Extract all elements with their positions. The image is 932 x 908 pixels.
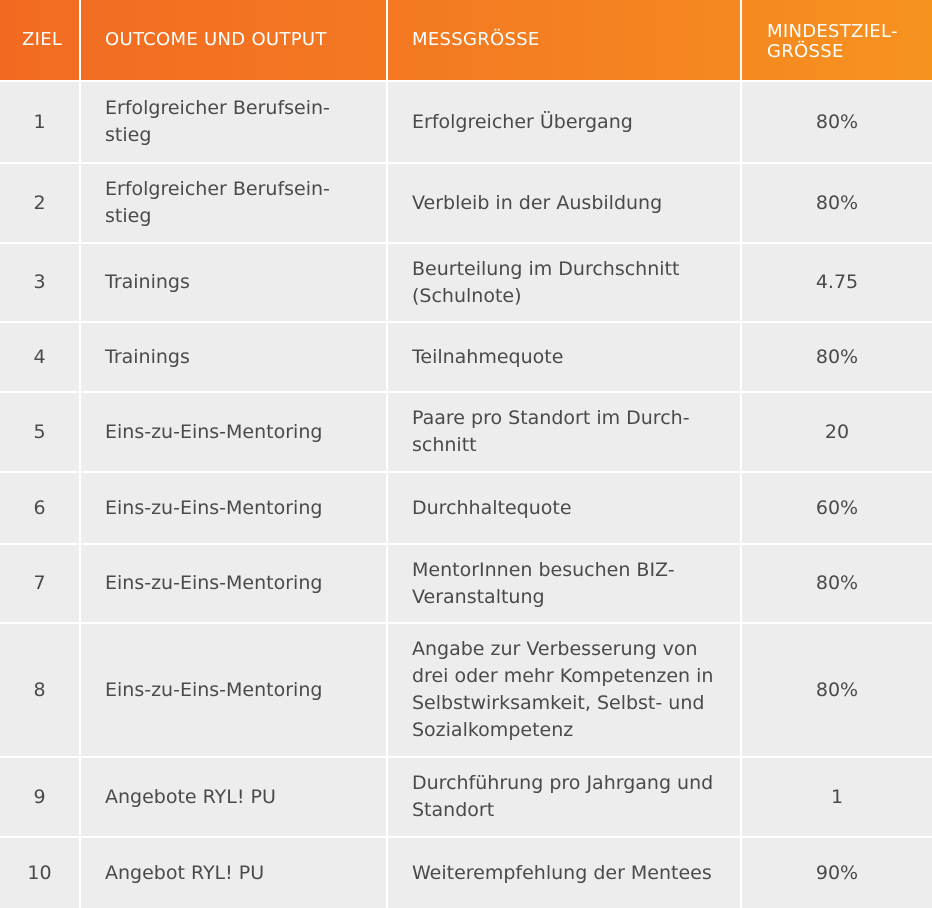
table-row [0, 323, 932, 391]
cell-outcome: Eins-zu-Eins-Mentoring [79, 545, 386, 622]
cell-outcome: Erfolgreicher Berufsein- stieg [79, 164, 386, 242]
cell-outcome: Eins-zu-Eins-Mentoring [79, 393, 386, 471]
cell-zielgroesse: 80% [740, 624, 932, 756]
cell-zielgroesse: 80% [740, 545, 932, 622]
cell-ziel: 4 [33, 345, 46, 368]
table-row [0, 164, 932, 242]
header-mindestzielgroesse: MINDESTZIEL- GRÖSSE [740, 0, 932, 80]
cell-zielgroesse: 1 [740, 758, 932, 836]
cell-outcome: Trainings [79, 323, 386, 391]
table-row [0, 545, 932, 622]
cell-outcome: Angebote RYL! PU [79, 758, 386, 836]
cell-outcome: Erfolgreicher Berufsein- stieg [79, 82, 386, 162]
cell-ziel: 8 [33, 678, 46, 701]
cell-messgroesse: Weiterempfehlung der Mentees [386, 838, 740, 908]
cell-ziel: 2 [33, 191, 46, 214]
cell-ziel: 1 [33, 110, 46, 133]
cell-messgroesse: Verbleib in der Ausbildung [386, 164, 740, 242]
cell-zielgroesse: 20 [740, 393, 932, 471]
cell-ziel: 5 [33, 420, 46, 443]
table-row [0, 473, 932, 543]
cell-messgroesse: MentorInnen besuchen BIZ- Veranstaltung [386, 545, 740, 622]
cell-outcome: Angebot RYL! PU [79, 838, 386, 908]
cell-messgroesse: Teilnahmequote [386, 323, 740, 391]
cell-outcome: Eins-zu-Eins-Mentoring [79, 624, 386, 756]
table-header [0, 0, 932, 80]
table-row [0, 758, 932, 836]
table-row [0, 838, 932, 908]
cell-messgroesse: Paare pro Standort im Durch- schnitt [386, 393, 740, 471]
table-row [0, 393, 932, 471]
header-outcome-und-output: OUTCOME UND OUTPUT [79, 0, 386, 80]
cell-zielgroesse: 80% [740, 164, 932, 242]
cell-messgroesse: Erfolgreicher Übergang [386, 82, 740, 162]
cell-zielgroesse: 80% [740, 323, 932, 391]
table-row [0, 624, 932, 756]
header-ziel: ZIEL [22, 29, 63, 50]
cell-ziel: 9 [33, 785, 46, 808]
cell-zielgroesse: 90% [740, 838, 932, 908]
cell-messgroesse: Beurteilung im Durchschnitt (Schulnote) [386, 244, 740, 321]
cell-messgroesse: Angabe zur Verbesserung von drei oder mehr Kompetenzen in Selbstwirksamkeit, Selbst- und Sozialkompetenz [386, 624, 740, 756]
table-row [0, 82, 932, 162]
header-messgroesse: MESSGRÖSSE [386, 0, 740, 80]
cell-messgroesse: Durchführung pro Jahrgang und Standort [386, 758, 740, 836]
cell-outcome: Eins-zu-Eins-Mentoring [79, 473, 386, 543]
cell-ziel: 7 [33, 572, 46, 594]
table-row [0, 244, 932, 321]
cell-messgroesse: Durchhaltequote [386, 473, 740, 543]
cell-outcome: Trainings [79, 244, 386, 321]
cell-zielgroesse: 4.75 [740, 244, 932, 321]
cell-ziel: 10 [27, 861, 52, 884]
cell-ziel: 6 [33, 496, 46, 519]
cell-ziel: 3 [33, 271, 46, 293]
cell-zielgroesse: 80% [740, 82, 932, 162]
cell-zielgroesse: 60% [740, 473, 932, 543]
